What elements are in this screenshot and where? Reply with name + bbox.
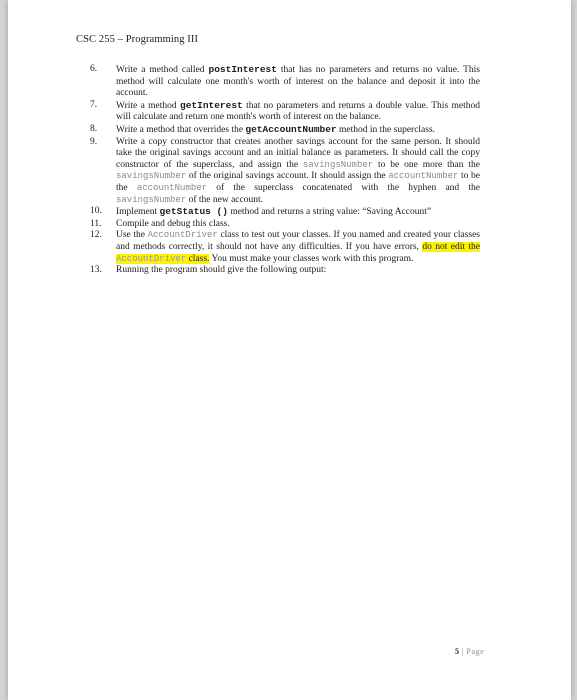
document-page [8, 0, 571, 700]
item-text: class. [186, 253, 210, 264]
code-getAccountNumber: getAccountNumber [245, 123, 337, 135]
item-text: Write a method that overrides the [116, 124, 246, 135]
item-text: Write a method called [116, 65, 209, 75]
item-text: Compile and debug this class. [116, 218, 230, 229]
item-number: 11. [90, 218, 102, 229]
item-text: method in the superclass. [336, 124, 436, 135]
page-label: Page [466, 647, 485, 656]
item-text: You must make your classes work with this program. [209, 253, 414, 264]
item-text: Implement [116, 207, 160, 218]
list-item [90, 124, 480, 137]
list-item [90, 206, 480, 219]
instruction-list [90, 64, 480, 277]
item-text: of the new account. [186, 194, 263, 205]
item-text: Write a copy constructor that creates another savings account for the same person. It should take the original savings account and an initial balance as parameters. It should call the copy constructor of the superclass, and assign the [116, 136, 480, 170]
item-number: 9. [90, 136, 98, 147]
item-text: do not edit the [422, 241, 480, 252]
code-getStatus: getStatus () [159, 206, 228, 218]
item-text: method and returns a string value: “Saving Account” [227, 207, 432, 218]
item-text: of the original savings account. It should assign the [186, 171, 389, 182]
list-item [90, 137, 480, 207]
code-AccountDriver: AccountDriver [116, 253, 187, 264]
item-number: 6. [90, 64, 98, 74]
item-text: class to test out your classes. If you named and created your classes and methods correctly, it should not have any difficulties. If you have errors, [116, 230, 480, 252]
list-item [90, 64, 480, 100]
code-savingsNumber: savingsNumber [302, 159, 374, 170]
code-savingsNumber: savingsNumber [116, 171, 187, 182]
list-item [90, 230, 480, 265]
item-number: 13. [90, 265, 102, 276]
item-number: 12. [90, 230, 102, 241]
item-text: Write a method [116, 100, 181, 111]
list-item [90, 265, 480, 277]
code-accountNumber: accountNumber [388, 171, 459, 182]
code-savingsNumber: savingsNumber [116, 194, 187, 205]
item-text: to be one more than the [373, 159, 481, 170]
item-number: 7. [90, 99, 98, 110]
item-number: 10. [90, 206, 102, 217]
list-item [90, 100, 480, 124]
item-text: that no parameters and returns a double value. This method will calculate and return one month's worth of interest on the balance. [116, 100, 480, 123]
code-getInterest: getInterest [180, 99, 243, 111]
code-postInterest: postInterest [208, 64, 277, 75]
item-number: 8. [90, 123, 98, 134]
item-text: that has no parameters and returns no value. This method will calculate one month's worth of interest on the balance and deposit it into the account. [116, 65, 480, 99]
page-footer [455, 647, 484, 656]
item-text: Use the [116, 230, 148, 241]
code-AccountDriver: AccountDriver [147, 230, 218, 241]
page-header: CSC 255 – Programming III [76, 34, 199, 45]
list-item [90, 219, 480, 231]
item-text: Running the program should give the following output: [116, 265, 327, 276]
page-number: 5 [455, 647, 459, 656]
page-separator: | [459, 647, 467, 656]
item-text: to be the [116, 171, 480, 193]
code-accountNumber: accountNumber [136, 182, 208, 193]
item-text: of the superclass concatenated with the hyphen and the [207, 182, 480, 193]
